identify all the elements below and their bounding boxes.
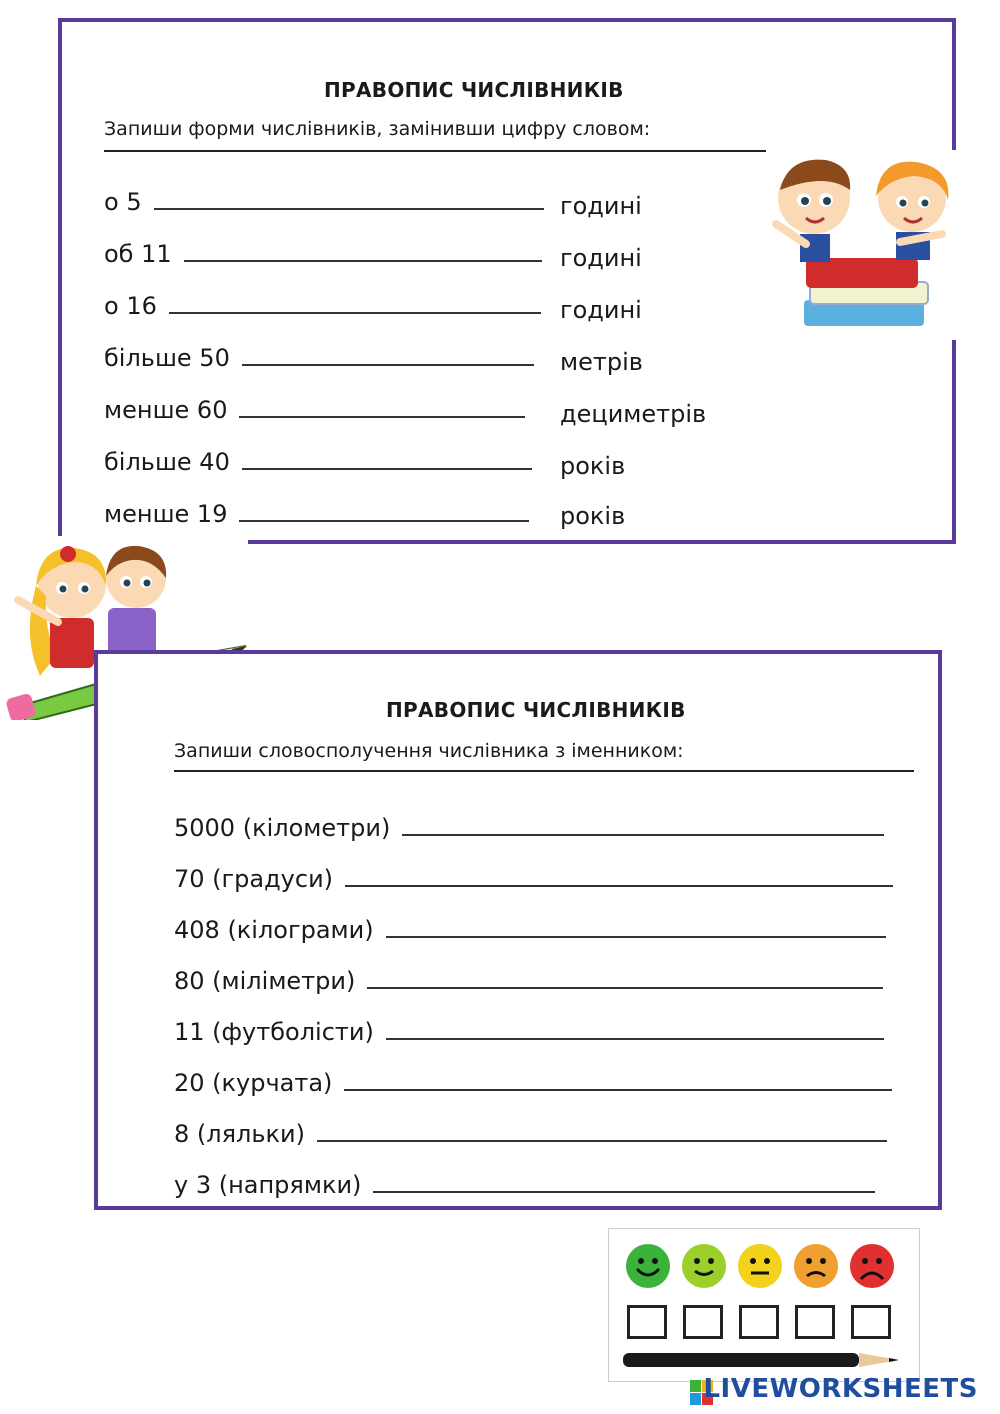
ex2-answer-line[interactable] <box>345 884 893 887</box>
ex2-row <box>174 865 903 893</box>
ex1-answer-line[interactable] <box>242 467 532 470</box>
ex2-answer-line[interactable] <box>386 1037 884 1040</box>
ex1-row <box>104 240 552 268</box>
exercise-2-rule <box>174 770 914 772</box>
ex1-answer-line[interactable] <box>242 363 534 366</box>
pencil-icon <box>623 1349 903 1371</box>
ex2-row <box>174 1171 885 1199</box>
ex1-prefix: об 11 <box>104 240 172 268</box>
happy-face-icon <box>681 1243 727 1289</box>
ex2-prefix: 408 (кілограми) <box>174 916 374 944</box>
exercise-2-title: ПРАВОПИС ЧИСЛІВНИКІВ <box>386 698 686 722</box>
liveworksheets-brand: LIVEWORKSHEETS <box>703 1374 978 1404</box>
exercise-2-card <box>94 650 942 1210</box>
ex2-prefix: 5000 (кілометри) <box>174 814 391 842</box>
ex2-row <box>174 916 896 944</box>
ex1-suffix: років <box>560 502 626 530</box>
ex2-row <box>174 1018 894 1046</box>
ex2-answer-line[interactable] <box>373 1190 875 1193</box>
ex2-prefix: 80 (міліметри) <box>174 967 356 995</box>
ex2-prefix: 11 (футболісти) <box>174 1018 374 1046</box>
ex2-row <box>174 967 893 995</box>
ex2-row <box>174 814 894 842</box>
exercise-2-instruction: Запиши словосполучення числівника з іменником: <box>174 740 684 762</box>
ex1-suffix: років <box>560 452 626 480</box>
ex1-answer-line[interactable] <box>239 415 525 418</box>
rating-checkbox[interactable] <box>683 1305 723 1339</box>
ex2-answer-line[interactable] <box>317 1139 887 1142</box>
ex1-row <box>104 344 544 372</box>
ex1-row <box>104 292 551 320</box>
ex1-answer-line[interactable] <box>184 259 542 262</box>
ex1-prefix: більше 40 <box>104 448 230 476</box>
ex1-prefix: о 16 <box>104 292 157 320</box>
ex1-prefix: більше 50 <box>104 344 230 372</box>
ex2-row <box>174 1120 897 1148</box>
ex1-prefix: менше 60 <box>104 396 228 424</box>
ex2-prefix: 8 (ляльки) <box>174 1120 305 1148</box>
rating-checkbox[interactable] <box>851 1305 891 1339</box>
very-happy-face-icon <box>625 1243 671 1289</box>
exercise-1-title: ПРАВОПИС ЧИСЛІВНИКІВ <box>324 78 624 102</box>
sad-face-icon <box>793 1243 839 1289</box>
neutral-face-icon <box>737 1243 783 1289</box>
ex1-row <box>104 396 535 424</box>
ex1-answer-line[interactable] <box>154 207 544 210</box>
ex2-prefix: 70 (градуси) <box>174 865 334 893</box>
liveworksheets-logo[interactable] <box>690 1374 990 1410</box>
ex1-suffix: годині <box>560 296 642 324</box>
kids-on-books-illustration <box>766 150 956 340</box>
ex1-suffix: годині <box>560 192 642 220</box>
ex1-answer-line[interactable] <box>239 519 529 522</box>
ex2-answer-line[interactable] <box>344 1088 892 1091</box>
rating-checkbox[interactable] <box>795 1305 835 1339</box>
self-assessment-panel <box>608 1228 920 1382</box>
rating-checkbox[interactable] <box>739 1305 779 1339</box>
ex2-row <box>174 1069 902 1097</box>
ex1-answer-line[interactable] <box>169 311 541 314</box>
ex2-answer-line[interactable] <box>386 935 886 938</box>
ex2-prefix: 20 (курчата) <box>174 1069 333 1097</box>
ex1-suffix: метрів <box>560 348 643 376</box>
ex1-suffix: годині <box>560 244 642 272</box>
ex1-prefix: менше 19 <box>104 500 228 528</box>
ex1-prefix: о 5 <box>104 188 142 216</box>
ex1-row <box>104 500 539 528</box>
ex1-suffix: дециметрів <box>560 400 707 428</box>
ex2-answer-line[interactable] <box>367 986 883 989</box>
ex2-answer-line[interactable] <box>402 833 884 836</box>
rating-checkbox[interactable] <box>627 1305 667 1339</box>
ex1-row <box>104 188 554 216</box>
exercise-1-rule <box>104 150 868 152</box>
ex1-row <box>104 448 542 476</box>
very-sad-face-icon <box>849 1243 895 1289</box>
exercise-1-instruction: Запиши форми числівників, замінивши цифру словом: <box>104 118 651 140</box>
ex2-prefix: у 3 (напрямки) <box>174 1171 362 1199</box>
